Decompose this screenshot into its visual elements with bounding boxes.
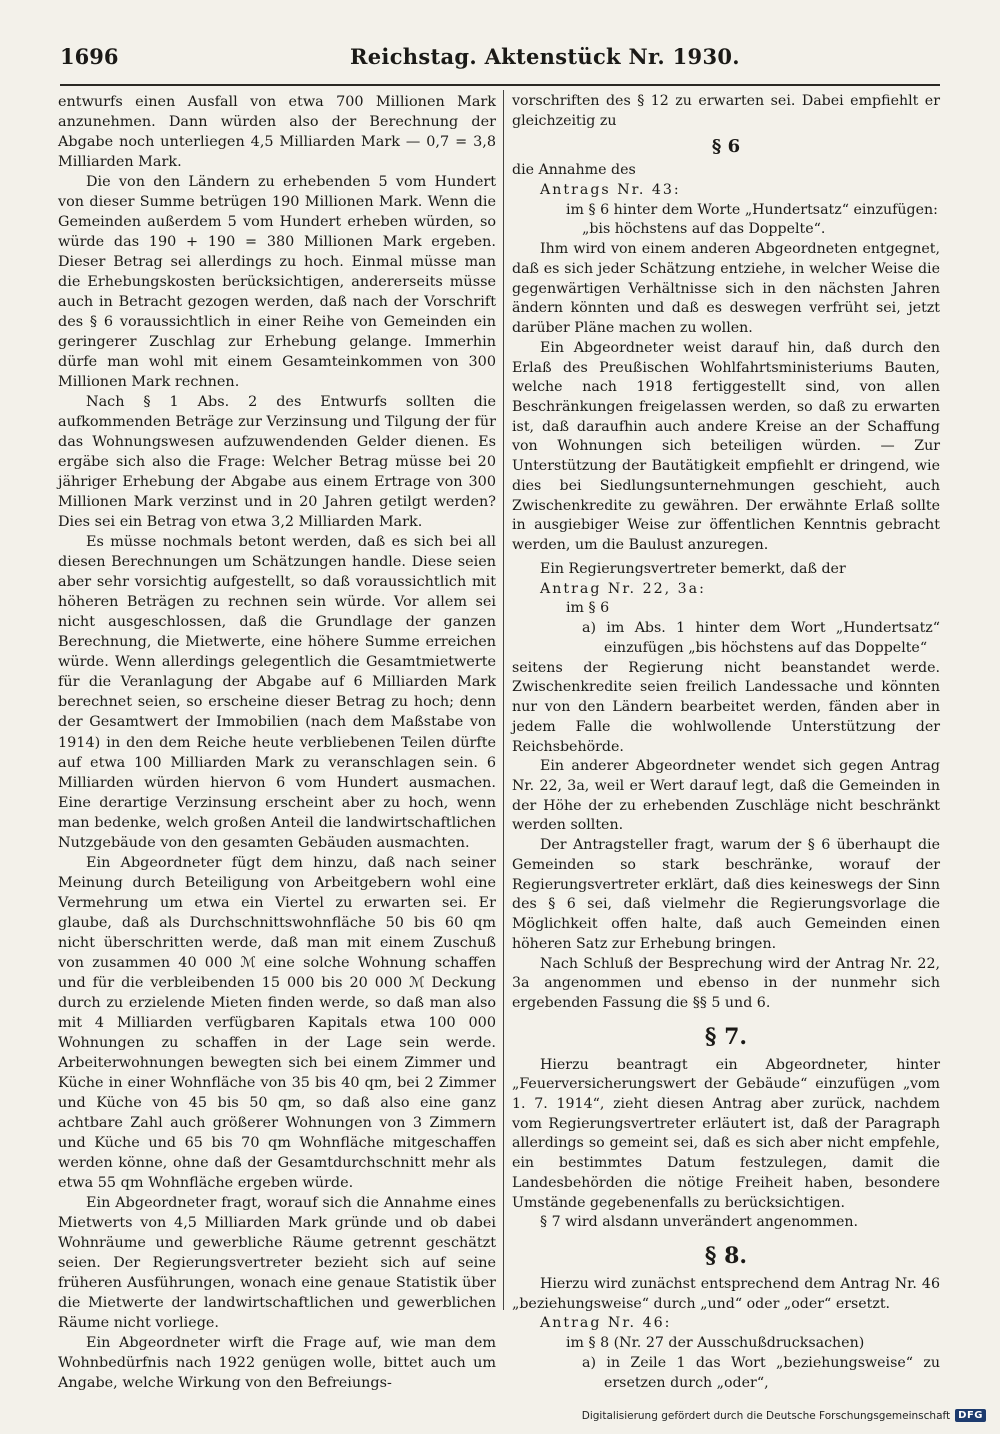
- motion-text: im § 6: [566, 600, 610, 617]
- paragraph: vorschriften des § 12 zu erwarten sei. Dabei empfiehlt er gleichzeitig zu: [512, 93, 940, 129]
- paragraph: Hierzu beantragt ein Abgeordneter, hinter „Feuerversicherungswert der Gebäude“ einzufügen „vom 1. 7. 1914“, zieht diesen Antrag aber zurück, nachdem vom Regierungsvertreter erläutert ist, daß der Paragraph allerdings so gemeint sei, daß es sich aber nicht empfehle, ein bestimmtes Datum festzulegen, damit die Landesbehörden die nötige Freiheit haben, besondere Umstände gegebenenfalls zu berücksichtigen.: [512, 1056, 940, 1211]
- page-header: [60, 44, 940, 78]
- motion-text: a) in Zeile 1 das Wort „beziehungsweise“ zu ersetzen durch „oder“,: [582, 1354, 940, 1391]
- header-rule: [60, 84, 940, 86]
- paragraph: seitens der Regierung nicht beanstandet werde. Zwischenkredite seien freilich Landessache und könnten nur von den Ländern bearbeitet werden, fänden aber in jedem Falle die wohlwollende Unterstützung der Reichsbehörde.: [512, 659, 940, 755]
- paragraph: Ein anderer Abgeordneter wendet sich gegen Antrag Nr. 22, 3a, weil er Wert darauf legt, daß die Gemeinden in der Höhe der zu erhebenden Zuschläge nicht beschränkt werden sollten.: [512, 758, 940, 834]
- motion-text: im § 6 hinter dem Worte „Hundertsatz“ einzufügen:: [566, 201, 938, 218]
- paragraph: Nach Schluß der Besprechung wird der Antrag Nr. 22, 3a angenommen und ebenso in der nunmehr sich ergebenden Fassung die §§ 5 und 6.: [512, 955, 940, 1012]
- credit-text: Digitalisierung gefördert durch die Deutsche Forschungsgemeinschaft: [581, 1409, 951, 1422]
- motion-label: Antrag Nr. 46:: [540, 1315, 672, 1332]
- paragraph: Hierzu wird zunächst entsprechend dem Antrag Nr. 46 „beziehungsweise“ durch „und“ oder „oder“ ersetzt.: [512, 1275, 940, 1312]
- motion-text: „bis höchstens auf das Doppelte“.: [582, 221, 826, 238]
- right-column: [512, 92, 940, 1393]
- paragraph: Die von den Ländern zu erhebenden 5 vom Hundert von dieser Summe betrügen 190 Millionen Mark. Wenn die Gemeinden außerdem 5 vom Hundert erheben würden, so würde das 190 + 190 = 380 Millionen Mark ergeben. Dieser Betrag sei allerdings zu hoch. Einmal müsse man die Erhebungskosten berücksichtigen, andererseits müsse auch in Betracht gezogen werden, daß nach der Vorschrift des § 6 voraussichtlich in einer Reihe von Gemeinden ein geringerer Zuschlag zur Erhebung gelange. Immerhin dürfe man wohl mit einem Gesamteinkommen von 300 Millionen Mark rechnen.: [58, 174, 496, 391]
- section-heading-8: § 8.: [704, 1243, 748, 1270]
- page-number: 1696: [60, 44, 119, 69]
- paragraph: Ein Abgeordneter wirft die Frage auf, wie man dem Wohnbedürfnis nach 1922 genügen wolle, bittet auch um Angabe, welche Wirkung von den Befreiungs-: [58, 1334, 496, 1391]
- paragraph: die Annahme des: [512, 162, 636, 179]
- paragraph: entwurfs einen Ausfall von etwa 700 Millionen Mark anzunehmen. Dann würden also der Berechnung der Abgabe noch unterliegen 4,5 Milliarden Mark — 0,7 = 3,8 Milliarden Mark.: [58, 94, 496, 171]
- motion-label: Antrag Nr. 22, 3a:: [540, 580, 706, 597]
- paragraph: Ein Regierungsvertreter bemerkt, daß der: [540, 560, 846, 577]
- section-heading-6: § 6: [711, 136, 741, 158]
- section-heading-7: § 7.: [704, 1023, 748, 1050]
- motion-label: Antrags Nr. 43:: [540, 181, 681, 198]
- motion-text: a) im Abs. 1 hinter dem Wort „Hundertsatz“ einzufügen „bis höchstens auf das Doppelte“: [582, 620, 940, 656]
- paragraph: § 7 wird alsdann unverändert angenommen.: [540, 1214, 859, 1231]
- paragraph: Ein Abgeordneter fügt dem hinzu, daß nach seiner Meinung durch Beteiligung von Arbeitgebern wohl eine Vermehrung um etwa ein Viertel zu erwarten sei. Er glaube, daß als Durchschnittswohnfläche 50 bis 60 qm nicht überschritten werde, daß man mit einem Zuschuß von zusammen 40 000 ℳ eine solche Wohnung schaffen und für die verbleibenden 15 000 bis 20 000 ℳ Deckung durch zu erzielende Mieten finden werde, so daß man also mit 4 Milliarden verfügbaren Kapitals etwa 100 000 Wohnungen zu schaffen in der Lage sein werde. Arbeiterwohnungen bewegten sich bei einem Zimmer und Küche in einer Wohnfläche von 35 bis 40 qm, bei 2 Zimmer und Küche von 45 bis 50 qm, so daß also eine ganz achtbare Zahl auch größerer Wohnungen von 3 Zimmern und Küche und 65 bis 70 qm Wohnfläche mitgeschaffen werden könne, ohne daß der Gesamtdurchschnitt mehr als etwa 55 qm Wohnfläche ergeben würde.: [58, 854, 496, 1191]
- paragraph: Der Antragsteller fragt, warum der § 6 überhaupt die Gemeinden so stark beschränke, worauf der Regierungsvertreter erklärt, daß dies keineswegs der Sinn des § 6 sei, daß vielmehr die Regierungsvorlage die Möglichkeit offen halte, daß auch Gemeinden einen höheren Satz zur Erhebung bringen.: [512, 837, 940, 952]
- paragraph: Es müsse nochmals betont werden, daß es sich bei all diesen Berechnungen um Schätzungen handle. Diese seien aber sehr vorsichtig aufgestellt, so daß voraussichtlich mit höheren Beträgen zu rechnen sein würde. Vor allem sei nicht ausgeschlossen, daß die Grundlage der ganzen Berechnung, die Mietwerte, eine höhere Summe erreichen würde. Wenn allerdings gelegentlich die Gesamtmietwerte für die Veranlagung der Abgabe auf 6 Milliarden Mark berechnet seien, so erscheine dieser Betrag zu hoch; denn der Gesamtwert der Immobilien (nach dem Maßstabe von 1914) in den dem Reiche heute verbliebenen Teilen dürfte auf etwa 100 Milliarden Mark zu veranschlagen sein. 6 Milliarden würden hiervon 6 vom Hundert ausmachen. Eine derartige Verzinsung erscheint aber zu hoch, wenn man bedenke, welch großen Anteil die landwirtschaftlichen Nutzgebäude von den gesamten Gebäuden ausmachten.: [58, 534, 496, 851]
- digitization-credit: [582, 1409, 986, 1422]
- running-title: Reichstag. Aktenstück Nr. 1930.: [350, 44, 740, 69]
- dfg-logo-icon: DFG: [955, 1409, 986, 1422]
- paragraph: Nach § 1 Abs. 2 des Entwurfs sollten die aufkommenden Beträge zur Verzinsung und Tilgung der für das Wohnungswesen aufzuwendenden Gelder dienen. Es ergäbe sich also die Frage: Welcher Betrag müsse bei 20 jähriger Erhebung der Abgabe aus einem Ertrage von 300 Millionen Mark verzinst und in 20 Jahren getilgt werden? Dies sei ein Betrag von etwa 3,2 Milliarden Mark.: [58, 394, 496, 531]
- column-divider: [503, 90, 504, 1310]
- paragraph: Ein Abgeordneter weist darauf hin, daß durch den Erlaß des Preußischen Wohlfahrtsministeriums Bauten, welche nach 1918 fertiggestellt sind, von allen Beschränkungen freigelassen werden, so daß zu erwarten ist, daß daraufhin auch andere Kreise an der Schaffung von Wohnungen sich beteiligen würden. — Zur Unterstützung der Bautätigkeit empfiehlt er dringend, wie dies bei Siedlungsunternehmungen geschieht, auch Zwischenkredite zu gewähren. Der erwähnte Erlaß sollte in ausgiebiger Weise zur öffentlichen Kenntnis gebracht werden, um die Baulust anzuregen.: [512, 339, 940, 554]
- paragraph: Ein Abgeordneter fragt, worauf sich die Annahme eines Mietwerts von 4,5 Milliarden Mark gründe und ob dabei Wohnräume und gewerbliche Räume getrennt geschätzt seien. Der Regierungsvertreter bezieht sich auf seine früheren Ausführungen, wonach eine genaue Statistik über die Mietwerte der landwirtschaftlichen und gewerblichen Räume nicht vorliege.: [58, 1194, 496, 1331]
- left-column: [58, 92, 496, 1393]
- motion-text: im § 8 (Nr. 27 der Ausschußdrucksachen): [566, 1335, 865, 1352]
- paragraph: Ihm wird von einem anderen Abgeordneten entgegnet, daß es sich jeder Schätzung entziehe, in welcher Weise die gegenwärtigen Verhältnisse sich in den nächsten Jahren ändern könnten und daß es deswegen verfrüht sei, jetzt darüber Pläne machen zu wollen.: [512, 241, 940, 337]
